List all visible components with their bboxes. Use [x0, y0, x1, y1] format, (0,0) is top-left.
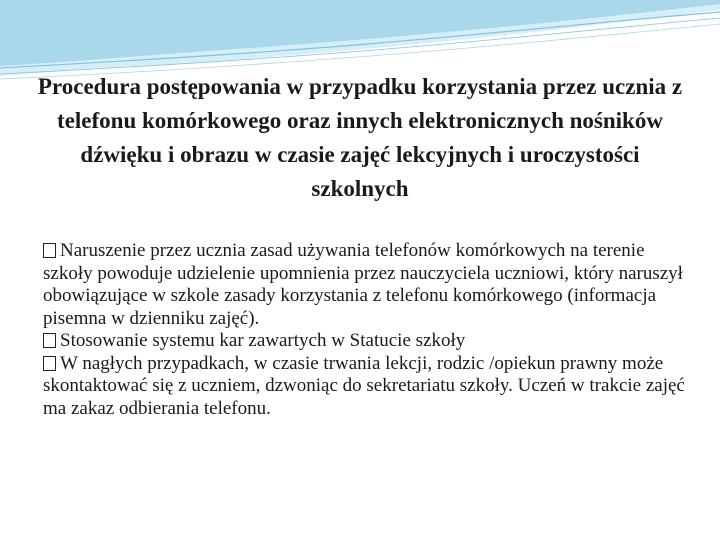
list-item-text: Naruszenie przez ucznia zasad używania telefonów komórkowych na terenie szkoły powoduje udzielenie upomnienia przez nauczyciela uczniowi, który naruszył obowiązujące w szkole zasady korzystania z telefonu komórkowego (informacja pisemna w dzienniku zajęć). [43, 240, 683, 329]
list-item [43, 330, 693, 353]
list-item-text: W nagłych przypadkach, w czasie trwania lekcji, rodzic /opiekun prawny może skontaktować się z uczniem, dzwoniąc do sekretariatu szkoły. Uczeń w trakcie zajęć ma zakaz odbierania telefonu. [43, 352, 685, 419]
slide-title: Procedura postępowania w przypadku korzystania przez ucznia z telefonu komórkowego oraz innych elektronicznych nośników dźwięku i obrazu w czasie zajęć lekcyjnych i uroczystości szkolnych [37, 74, 683, 201]
slide-body [43, 240, 693, 420]
list-item [43, 240, 693, 330]
square-bullet-icon [43, 356, 56, 371]
list-item [43, 353, 693, 421]
square-bullet-icon [43, 333, 56, 348]
square-bullet-icon [43, 243, 56, 258]
list-item-text: Stosowanie systemu kar zawartych w Statucie szkoły [60, 330, 466, 351]
